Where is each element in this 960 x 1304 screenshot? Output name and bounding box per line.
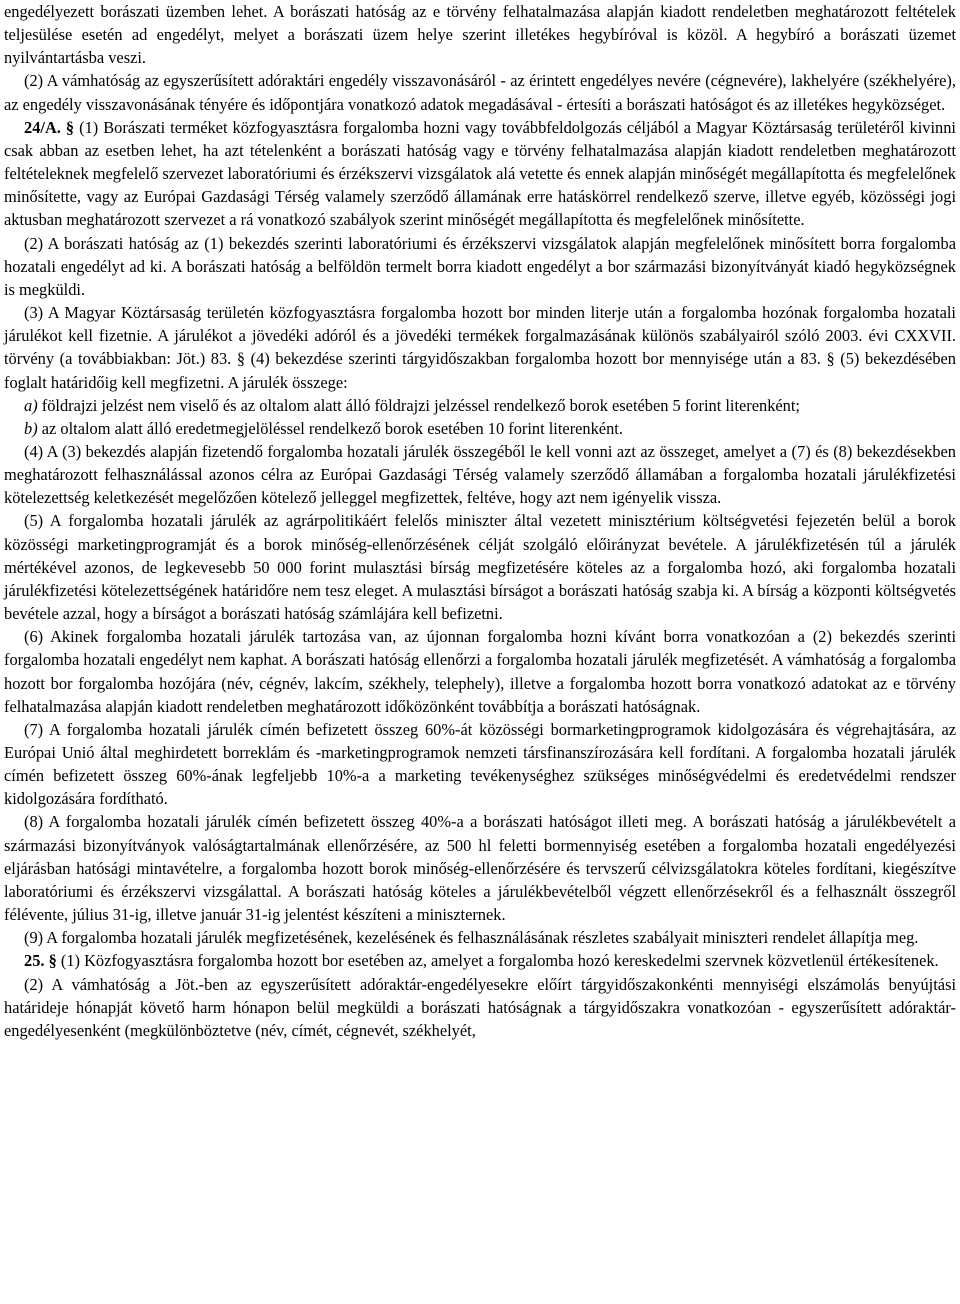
paragraph (4, 973, 956, 1042)
paragraph (4, 509, 956, 625)
paragraph-text: (5) A forgalomba hozatali járulék az agrárpolitikáért felelős miniszter által vezetett minisztérium költségvetési fejezetén belül a borok közösségi marketingprogramját és a borok minőség-ellenőrzésének célját szolgáló előirányzat bevétele. A járulékfizetésén túl a járulék mértékével azonos, de legkevesebb 50 000 forint mulasztási bírság megfizetésére köteles az a forgalomba hozó, aki forgalomba hozatali járulékfizetési kötelezettségének határidőre nem tesz eleget. A mulasztási bírságot a borászati hatóság szabja ki. A bírság a központi költségvetés bevétele azzal, hogy a bírságot a borászati hatóság számlájára kell befizetni. (4, 511, 956, 624)
paragraph (4, 69, 956, 115)
paragraph (4, 301, 956, 394)
list-marker: b) (24, 418, 38, 438)
paragraph (4, 949, 956, 972)
paragraph-text: az oltalom alatt álló eredetmegjelöléssel rendelkező borok esetében 10 forint literenként. (37, 418, 623, 438)
paragraph-text: (1) Közfogyasztásra forgalomba hozott bor esetében az, amelyet a forgalomba hozó kereskedelmi szervnek közvetlenül értékesítenek. (56, 951, 939, 971)
section-number: 24/A. § (24, 117, 75, 137)
paragraph (4, 810, 956, 926)
paragraph-text: engedélyezett borászati üzemben lehet. A borászati hatóság az e törvény felhatalmazása alapján kiadott rendeletben meghatározott feltételek teljesülése esetén ad engedélyt, melyet a borászati üzem helye szerint illetékes hegybíróval is közöl. A hegybíró a borászati üzemet nyilvántartásba veszi. (4, 2, 956, 68)
paragraph-text: (2) A vámhatóság az egyszerűsített adóraktári engedély visszavonásáról - az érintett engedélyes nevére (cégnevére), lakhelyére (székhelyére), az engedély visszavonásának tényére és időpontjára vonatkozó adatok megadásával - értesíti a borászati hatóságot és az illetékes hegyközséget. (4, 71, 956, 114)
section-number: 25. § (24, 951, 57, 971)
paragraph-text: (8) A forgalomba hozatali járulék címén befizetett összeg 40%-a a borászati hatóságot illeti meg. A borászati hatóság a járulékbevételt a származási bizonyítványok valóságtartalmának ellenőrzésére, az 500 hl feletti bormennyiség esetében a forgalomba hozatali engedélyezési eljárásban hatósági mintavételre, a forgalomba hozott borok minőség-ellenőrzésére és tervszerű célvizsgálatokra köteles fordítani, kiegészítve laboratóriumi és érzékszervi vizsgálattal. A borászati hatóság köteles a járulékbevételből végzett ellenőrzésekről és a felhasznált összegről félévente, július 31-ig, illetve január 31-ig jelentést készíteni a miniszternek. (4, 812, 956, 925)
paragraph (4, 116, 956, 232)
paragraph (4, 926, 956, 949)
paragraph-text: (2) A vámhatóság a Jöt.-ben az egyszerűsített adóraktár-engedélyesekre előírt tárgyidőszakonkénti mennyiségi elszámolás benyújtási határideje hónapját követő harm hónapon belül megküldi a borászati hatóságnak a tárgyidőszakra vonatkozóan - egyszerűsített adóraktár-engedélyesenként (megkülönböztetve (név, címét, cégnevét, székhelyét, (4, 974, 956, 1040)
paragraph (4, 718, 956, 811)
paragraph-text: (3) A Magyar Köztársaság területén közfogyasztásra forgalomba hozott bor minden literje után a forgalomba hozónak forgalomba hozatali járulékot kell fizetnie. A járulékot a jövedéki adóról és a jövedéki termékek forgalmazásának különös szabályairól szóló 2003. évi CXXVII. törvény (a továbbiakban: Jöt.) 83. § (4) bekezdése szerinti tárgyidőszakban forgalomba hozott bor mennyisége után a 83. § (5) bekezdésében foglalt határidőig kell megfizetni. A járulék összege: (4, 303, 956, 392)
paragraph (4, 394, 956, 417)
paragraph (4, 417, 956, 440)
paragraph-text: (6) Akinek forgalomba hozatali járulék tartozása van, az újonnan forgalomba hozni kívánt borra vonatkozóan a (2) bekezdés szerinti forgalomba hozatali engedélyt nem kaphat. A borászati hatóság ellenőrzi a forgalomba hozatali járulék megfizetését. A vámhatóság a forgalomba hozott bor forgalomba hozójára (név, cégnév, lakcím, székhely, telephely), illetve a forgalomba hozott borra vonatkozó adatokat az e törvény felhatalmazása alapján kiadott rendeletben meghatározott időközönként továbbítja a borászati hatóságnak. (4, 627, 956, 716)
paragraph-text: (4) A (3) bekezdés alapján fizetendő forgalomba hozatali járulék összegéből le kell vonni azt az összeget, amelyet a (7) és (8) bekezdésekben meghatározott felhasználással azonos célra az Európai Gazdasági Térség valamely szerződő államában a forgalomba hozatali járulékfizetési kötelezettség keletkezését megelőzően kötelező jelleggel megfizettek, feltéve, hogy azt nem igényelik vissza. (4, 441, 956, 508)
paragraph-text: (7) A forgalomba hozatali járulék címén befizetett összeg 60%-át közösségi bormarketingprogramok kidolgozására és végrehajtására, az Európai Unió által meghirdetett borreklám és -marketingprogramok nemzeti társfinanszírozására kell fordítani. A forgalomba hozatali járulék címén befizetett összeg 60%-ának legfeljebb 10%-a a marketing tevékenységhez szükséges minőségvédelmi és eredetvédelmi rendszer kidolgozására fordítható. (4, 719, 956, 809)
list-marker: a) (24, 395, 38, 415)
paragraph-text: (2) A borászati hatóság az (1) bekezdés szerinti laboratóriumi és érzékszervi vizsgálatok alapján megfelelőnek minősített borra forgalomba hozatali engedélyt ad ki. A borászati hatóság a belföldön termelt borra kiadott engedélyt a bor származási bizonyítványát kiadó hegyközségnek is megküldi. (4, 233, 956, 299)
paragraph (4, 440, 956, 509)
paragraph-text: földrajzi jelzést nem viselő és az oltalom alatt álló földrajzi jelzéssel rendelkező borok esetében 5 forint literenként; (37, 395, 800, 415)
paragraph-text: (1) Borászati terméket közfogyasztásra forgalomba hozni vagy továbbfeldolgozás céljából a Magyar Köztársaság területéről kivinni csak abban az esetben lehet, ha azt tételenként a borászati hatóság vagy e törvény felhatalmazása alapján kiadott rendeletben meghatározott feltételeknek megfelelő szervezet laboratóriumi és érzékszervi vizsgálatok alá vetette és ennek alapján minőségét megállapította és megfelelőnek minősítette, vagy az Európai Gazdasági Térség valamely szerződő államának erre hatáskörrel rendelkező szerve, illetve egyéb, közösségi jogi aktusban meghatározott szervezet a rá vonatkozó szabályok szerint minőségét megállapította és megfelelőnek minősítette. (4, 117, 956, 230)
paragraph (4, 625, 956, 718)
paragraph (4, 232, 956, 301)
paragraph (4, 0, 956, 69)
paragraph-text: (9) A forgalomba hozatali járulék megfizetésének, kezelésének és felhasználásának részletes szabályait miniszteri rendelet állapítja meg. (24, 928, 919, 948)
